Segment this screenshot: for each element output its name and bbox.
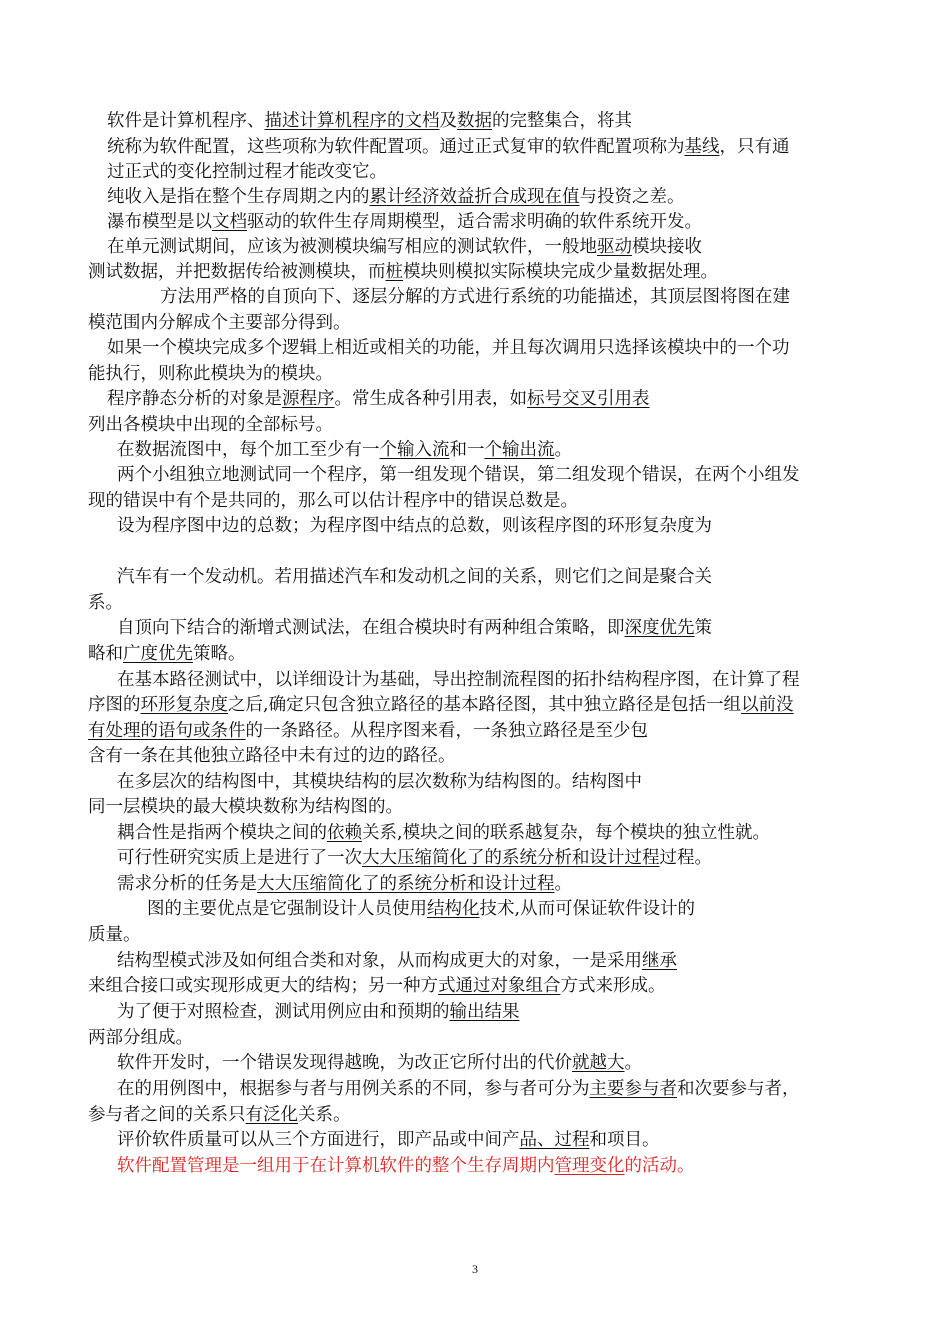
- text-line: [117, 1129, 660, 1151]
- text-run: 和项目。: [589, 1130, 660, 1150]
- underlined-term: 基线: [684, 137, 720, 157]
- text-line: [107, 136, 790, 158]
- underlined-term: 广度优先: [123, 644, 193, 664]
- text-run: 能执行，则称此模块为的模块。: [88, 364, 333, 384]
- text-line: [88, 745, 456, 767]
- text-line: [117, 1001, 520, 1023]
- text-run: 现的错误中有个是共同的，那么可以估计程序中的错误总数是。: [88, 491, 578, 511]
- text-run: 参与者之间的关系只: [88, 1105, 246, 1125]
- text-run: 的活动。: [624, 1156, 695, 1176]
- text-run: 。: [624, 1053, 642, 1073]
- underlined-term: 桩: [385, 262, 403, 282]
- text-line: [117, 950, 677, 972]
- underlined-term: 个输出流: [484, 440, 555, 460]
- text-line: [117, 771, 642, 793]
- text-run: 。常生成各种引用表，如: [334, 389, 527, 409]
- text-run: 软件配置管理是一组用于在计算机软件的整个生存周期内: [117, 1156, 555, 1176]
- text-run: 可行性研究实质上是进行了一次: [117, 848, 362, 868]
- text-run: 同一层模块的最大模块数称为结构图的。: [88, 797, 403, 817]
- text-run: 的完整集合，将其: [492, 111, 632, 131]
- text-run: 过正式的变化控制过程才能改变它。: [107, 162, 387, 182]
- text-line: [88, 1027, 193, 1049]
- text-line: [107, 337, 790, 359]
- text-line: [88, 261, 718, 283]
- text-run: 及: [439, 111, 457, 131]
- text-run: 驱动的软件生存周期模型，适合需求明确的软件系统开发。: [247, 212, 702, 232]
- text-line: [117, 847, 712, 869]
- text-line: [117, 1078, 800, 1100]
- text-line: [107, 211, 702, 233]
- text-line: [117, 1155, 695, 1177]
- text-run: ，只有通: [719, 137, 790, 157]
- text-run: 在基本路径测试中，以详细设计为基础，导出控制流程图的拓扑结构程序图，在计算了程: [117, 670, 800, 690]
- text-run: 。: [554, 874, 572, 894]
- text-run: 如果一个模块完成多个逻辑上相近或相关的功能，并且每次调用只选择该模块中的一个功: [107, 338, 790, 358]
- page-number: 3: [472, 1262, 478, 1276]
- text-line: [88, 720, 648, 742]
- text-line: [160, 286, 790, 308]
- text-run: 需求分析的任务是: [117, 874, 257, 894]
- underlined-term: 有处理的语句或条件: [88, 721, 246, 741]
- text-run: 含有一条在其他独立路径中未有过的边的路径。: [88, 746, 456, 766]
- text-line: [117, 515, 712, 537]
- underlined-term: 依赖: [327, 823, 362, 843]
- text-run: 方式来形成。: [560, 976, 666, 996]
- text-run: 两个小组独立地测试同一个程序，第一组发现个错误，第二组发现个错误，在两个小组发: [117, 465, 800, 485]
- text-run: 软件开发时，一个错误发现得越晚，为改正它所付出的代价: [117, 1053, 572, 1073]
- text-run: 列出各模块中出现的全部标号。: [88, 415, 333, 435]
- text-line: [88, 490, 578, 512]
- underlined-term: 式通过对象组合: [438, 976, 561, 996]
- text-line: [88, 414, 333, 436]
- underlined-term: 深度优先: [624, 618, 695, 638]
- text-run: 程序静态分析的对象是: [107, 389, 282, 409]
- underlined-term: 环形复杂度: [140, 695, 228, 715]
- text-run: 纯收入是指在整个生存周期之内的: [107, 187, 370, 207]
- text-run: 软件是计算机程序、: [107, 111, 265, 131]
- text-run: 统称为软件配置，这些项称为软件配置项。通过正式复审的软件配置项称为: [107, 137, 685, 157]
- text-run: 瀑布模型是以: [107, 212, 212, 232]
- underlined-term: 输出结果: [449, 1002, 520, 1022]
- text-run: 自顶向下结合的渐增式测试法，在组合模块时有两种组合策略，即: [117, 618, 625, 638]
- text-line: [117, 873, 572, 895]
- underlined-term: 继承: [642, 951, 677, 971]
- text-run: 耦合性是指两个模块之间的: [117, 823, 327, 843]
- text-line: [88, 592, 123, 614]
- text-run: 关系,模块之间的联系越复杂，每个模块的独立性就。: [362, 823, 771, 843]
- text-run: 策略。: [193, 644, 246, 664]
- text-run: 关系。: [298, 1105, 351, 1125]
- text-line: [88, 312, 351, 334]
- text-run: 来组合接口或实现形成更大的结构；另一种方: [88, 976, 438, 996]
- text-line: [117, 566, 712, 588]
- text-run: 序图的: [88, 695, 141, 715]
- text-run: 策: [694, 618, 712, 638]
- text-line: [88, 363, 333, 385]
- text-run: 与投资之差。: [579, 187, 685, 207]
- text-run: 设为程序图中边的总数；为程序图中结点的总数，则该程序图的环形复杂度为: [117, 516, 712, 536]
- underlined-term: 数据: [457, 111, 492, 131]
- text-line: [107, 236, 702, 258]
- underlined-term: 有泛化: [245, 1105, 298, 1125]
- text-run: 技术,从而可保证软件设计的: [479, 899, 696, 919]
- underlined-term: 源程序: [282, 389, 335, 409]
- text-line: [117, 439, 572, 461]
- text-line: [117, 617, 712, 639]
- text-run: 模块接收: [632, 237, 702, 257]
- text-line: [107, 110, 632, 132]
- text-line: [88, 694, 794, 716]
- text-line: [107, 186, 685, 208]
- text-line: [117, 822, 770, 844]
- underlined-term: 结构化: [427, 899, 480, 919]
- text-run: 和一: [449, 440, 485, 460]
- underlined-term: 文档: [212, 212, 247, 232]
- text-run: 模范围内分解成个主要部分得到。: [88, 313, 351, 333]
- underlined-term: 驱动: [597, 237, 632, 257]
- text-run: 。: [554, 440, 572, 460]
- underlined-term: 标号交叉引用表: [527, 389, 650, 409]
- text-line: [88, 796, 403, 818]
- text-run: 测试数据，并把数据传给被测模块，而: [88, 262, 386, 282]
- underlined-term: 品、过程: [519, 1130, 590, 1150]
- text-run: 为了便于对照检查，测试用例应由和预期的: [117, 1002, 450, 1022]
- text-run: 质量。: [88, 925, 141, 945]
- text-line: [147, 898, 695, 920]
- underlined-term: 大大压缩简化了的系统分析和设计过程: [257, 874, 555, 894]
- text-run: 之后,确定只包含独立路径的基本路径图，其中独立路径是包括一组: [228, 695, 742, 715]
- text-run: 略和: [88, 644, 123, 664]
- text-line: [88, 1104, 351, 1126]
- text-line: [88, 924, 141, 946]
- underlined-term: 个输入流: [379, 440, 450, 460]
- text-line: [117, 464, 800, 486]
- text-run: 两部分组成。: [88, 1028, 193, 1048]
- underlined-term: 描述计算机程序的文档: [264, 111, 440, 131]
- text-run: 过程。: [659, 848, 712, 868]
- text-line: [107, 388, 650, 410]
- text-run: 在数据流图中，每个加工至少有一: [117, 440, 380, 460]
- text-line: [117, 1052, 642, 1074]
- underlined-term: 就越大: [572, 1053, 625, 1073]
- text-run: 汽车有一个发动机。若用描述汽车和发动机之间的关系，则它们之间是聚合关: [117, 567, 712, 587]
- text-run: 系。: [88, 593, 123, 613]
- underlined-term: 累计经济效益折合成现在值: [369, 187, 580, 207]
- text-run: 在多层次的结构图中，其模块结构的层次数称为结构图的。结构图中: [117, 772, 642, 792]
- underlined-term: 主要参与者: [589, 1079, 677, 1099]
- underlined-term: 大大压缩简化了的系统分析和设计过程: [362, 848, 660, 868]
- text-run: 的一条路径。从程序图来看，一条独立路径是至少包: [245, 721, 648, 741]
- text-run: 评价软件质量可以从三个方面进行，即产品或中间产: [117, 1130, 520, 1150]
- text-run: 结构型模式涉及如何组合类和对象，从而构成更大的对象，一是采用: [117, 951, 642, 971]
- text-line: [88, 643, 246, 665]
- underlined-term: 管理变化: [554, 1156, 625, 1176]
- text-line: [88, 975, 666, 997]
- text-run: 和次要参与者，: [677, 1079, 800, 1099]
- text-run: 模块则模拟实际模块完成少量数据处理。: [403, 262, 718, 282]
- text-run: 图的主要优点是它强制设计人员使用: [147, 899, 427, 919]
- text-line: [107, 161, 387, 183]
- text-run: 方法用严格的自顶向下、逐层分解的方式进行系统的功能描述，其顶层图将图在建: [160, 287, 790, 307]
- text-line: [117, 669, 800, 691]
- text-run: 在的用例图中，根据参与者与用例关系的不同，参与者可分为: [117, 1079, 590, 1099]
- text-run: 在单元测试期间，应该为被测模块编写相应的测试软件，一般地: [107, 237, 597, 257]
- underlined-term: 以前没: [741, 695, 794, 715]
